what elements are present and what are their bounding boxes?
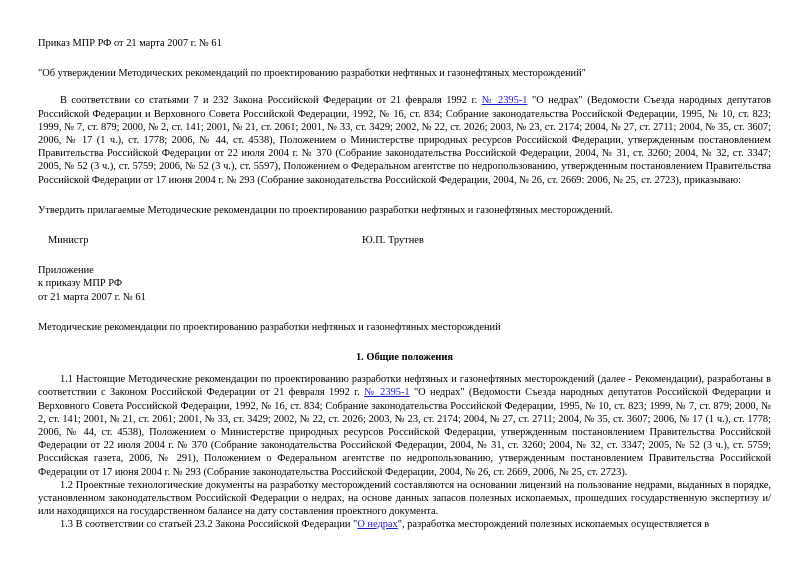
paragraph-1-3-text-start: 1.3 В соответствии со статьей 23.2 Закона Российской Федерации " <box>60 519 358 531</box>
appendix-line-2: к приказу МПР РФ <box>38 278 123 290</box>
law-2395-1-link[interactable]: № 2395-1 <box>364 387 410 399</box>
paragraph-1-2: 1.2 Проектные технологические документы на разработку месторождений составляются на основании лицензий на пользование недрами, выданных в порядке, установленном законодательством Российской Федерации о недрах, на основе данных запасов полезных ископаемых, прошедших государственную экспертизу и/или находящихся на государственном балансе на дату составления проектного документа. <box>38 479 771 518</box>
signature-position: Министр <box>48 235 89 247</box>
paragraph-1-1 <box>38 373 771 479</box>
paragraph-1-3 <box>38 518 771 531</box>
law-2395-1-link[interactable]: № 2395-1 <box>481 95 528 107</box>
document-header: Приказ МПР РФ от 21 марта 2007 г. № 61 <box>38 38 222 49</box>
law-on-subsoil-link[interactable]: О недрах <box>357 519 398 531</box>
signature-block <box>38 234 771 247</box>
preamble-text-start: В соответствии со статьями 7 и 232 Закона Российской Федерации от 21 февраля 1992 г. <box>60 95 482 107</box>
appendix-line-3: от 21 марта 2007 г. № 61 <box>38 291 146 303</box>
paragraph-1-3-text-end: ", разработка месторождений полезных ископаемых осуществляется в <box>397 519 710 531</box>
section-heading: 1. Общие положения <box>355 352 454 364</box>
appendix-line-1: Приложение <box>38 265 94 277</box>
paragraph-1-1-text-end: "О недрах" (Ведомости Съезда народных депутатов Российской Федерации и Верховного Совета Российской Федерации, 1992, № 16, ст. 834; Собрание законодательства Российской Федерации, 1995, № 10, ст. 823; 1999, № 7, ст. 879; 2000, № 2, ст. 141; 2001, № 21, ст. 2061; 2001, № 33, ст. 3429; 2002, № 22, ст. 2026; 2003, № 23, ст. 2174; 2004, № 27, ст. 2711; 2004, № 35, ст. 3607; 2006, № 17 (1 ч.), ст. 1778; 2006, № 44, ст. 4538), Положением о Министерстве природных ресурсов Российской Федерации, утвержденным постановлением Правительства Российской Федерации от 22 июля 2004 г. № 370 (Собрание законодательства Российской Федерации, 2004, № 31, ст. 3260; 2004, № 32, ст. 3347; 2005, № 52 (3 ч.), ст. 5759; Российская газета, 2006, № 291), Положением о Федеральном агентстве по недропользованию, утвержденным постановлением Правительства Российской Федерации от 17 июня 2004 г. № 293 (Собрание законодательства Российской Федерации, 2004, № 26, ст. 2669, 2006, № 25, ст. 2723). <box>38 387 771 478</box>
order-text: Утвердить прилагаемые Методические рекомендации по проектированию разработки нефтяных и газонефтяных месторождений. <box>38 204 613 216</box>
signature-name: Ю.П. Трутнев <box>362 235 424 247</box>
paragraph-1-1-text-start: 1.1 Настоящие Методические рекомендации по проектированию разработки нефтяных и газонефтяных месторождений (далее - Рекомендации), разработаны в соответствии с Законом Российской Федерации от 21 февраля 1992 г. <box>38 374 771 399</box>
preamble-paragraph <box>38 94 771 186</box>
appendix-block <box>38 264 771 304</box>
recommendations-title: Методические рекомендации по проектированию разработки нефтяных и газонефтяных месторождений <box>38 321 501 333</box>
preamble-text-end: "О недрах" (Ведомости Съезда народных депутатов Российской Федерации и Верховного Совета Российской Федерации, 1992, № 16, ст. 834; Собрание законодательства Российской Федерации, 1995, № 10, ст. 823; 1999, № 7, ст. 879; 2000, № 2, ст. 141; 2001, № 21, ст. 2061; 2001, № 33, ст. 3429; 2002, № 22, ст. 2026; 2003, № 23, ст. 2174; 2004, № 27, ст. 2711; 2004, № 35, ст. 3607; 2006, № 17 (1 ч.), ст. 1778; 2006, № 44, ст. 4538), Положением о Министерстве природных ресурсов Российской Федерации, утвержденным постановлением Правительства Российской Федерации от 22 июля 2004 г. № 370 (Собрание законодательства Российской Федерации, 2004, № 31, ст. 3260; 2004, № 32, ст. 3347; 2005, № 52 (3 ч.), ст. 5759; 2006, № 52 (3 ч.), ст. 5597), Положением о Федеральном агентстве по недропользованию, утвержденным постановлением Правительства Российской Федерации от 17 июня 2004 г. № 293 (Собрание законодательства Российской Федерации, 2004, № 26, ст. 2669: 2006, № 25, ст. 2723), приказываю: <box>38 95 771 186</box>
document-title: "Об утверждении Методических рекомендаций по проектированию разработки нефтяных и газонефтяных месторождений" <box>38 68 586 80</box>
